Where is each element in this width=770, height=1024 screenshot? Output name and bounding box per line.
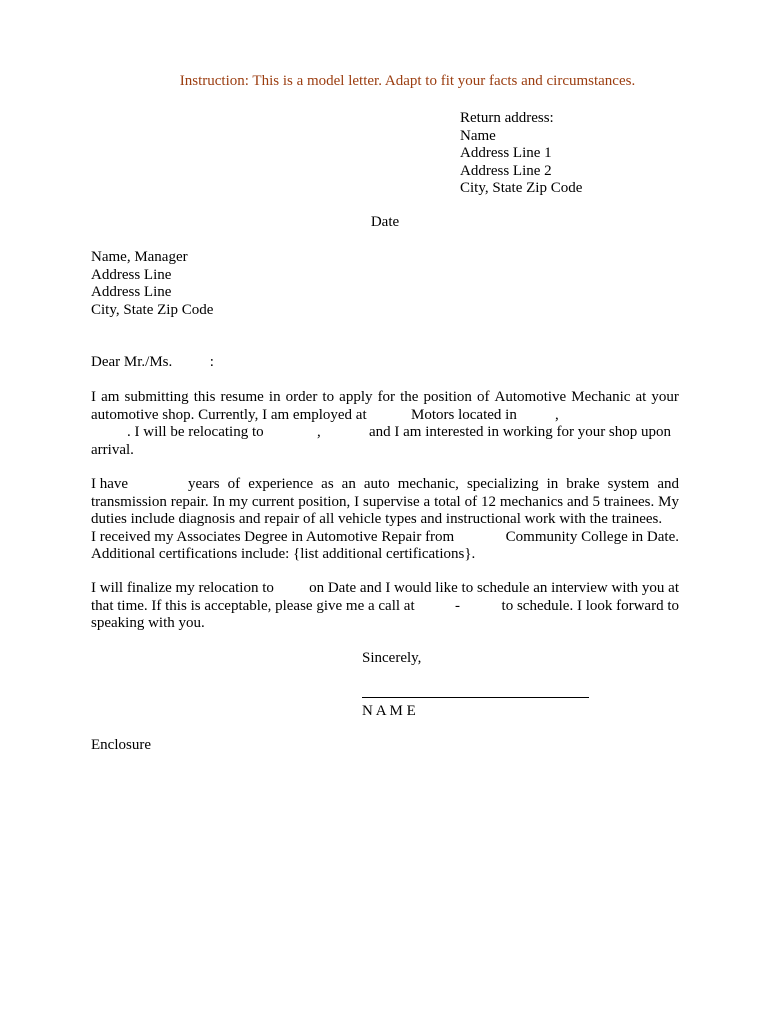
- word: of: [476, 389, 490, 405]
- recipient-address-block: [91, 249, 213, 319]
- paragraph-line: [91, 476, 679, 494]
- word: I: [354, 493, 360, 510]
- text-run: ,: [317, 424, 321, 440]
- word: current: [251, 493, 295, 510]
- word: for: [377, 389, 396, 405]
- word: Mechanic: [571, 389, 631, 405]
- recipient-line: Address Line: [91, 284, 172, 300]
- return-address-line: Address Line 1: [460, 145, 552, 161]
- paragraph-line: arrival.: [91, 441, 134, 458]
- paragraph-relocation: [91, 580, 679, 633]
- word: trainees.: [603, 493, 655, 510]
- text-run: -: [455, 597, 460, 614]
- recipient-line: Name, Manager: [91, 249, 188, 265]
- word: in: [268, 389, 281, 405]
- paragraph-line: [91, 424, 679, 442]
- text-run: on Date and I would like to schedule an interview with you at: [309, 580, 679, 596]
- word: order: [285, 389, 318, 405]
- enclosure-note: Enclosure: [91, 737, 151, 753]
- word: am: [101, 389, 120, 405]
- word: position: [423, 389, 472, 405]
- text-run: Community College in Date.: [505, 528, 679, 545]
- word: submitting: [124, 389, 189, 405]
- text-run: and I am interested in working for your shop upon: [369, 424, 672, 440]
- closing: Sincerely,: [362, 650, 422, 666]
- word: apply: [339, 389, 373, 405]
- text-run: to schedule. I look forward to: [501, 597, 679, 614]
- paragraph-line: [91, 389, 679, 407]
- text-run: that time. If this is acceptable, please give me a call at: [91, 597, 415, 614]
- return-address-line: Return address:: [460, 110, 554, 126]
- paragraph-line: [91, 580, 679, 598]
- word: the: [400, 389, 419, 405]
- word: mechanics: [499, 493, 564, 510]
- word: repair.: [170, 493, 209, 510]
- word: your: [651, 389, 679, 405]
- paragraph-line: [91, 529, 679, 547]
- word: My: [658, 493, 679, 510]
- word: position,: [298, 493, 351, 510]
- word: Automotive: [494, 389, 567, 405]
- salutation: Dear Mr./Ms. :: [91, 354, 214, 370]
- word: In: [212, 493, 225, 510]
- paragraph-application: [91, 389, 679, 459]
- word: 12: [480, 493, 496, 510]
- text-run: I received my Associates Degree in Automotive Repair from: [91, 528, 455, 545]
- paragraph-line: [91, 407, 679, 425]
- word: to: [322, 389, 335, 405]
- paragraph-experience: [91, 476, 679, 564]
- word: total: [434, 493, 461, 510]
- paragraph-line: [91, 494, 679, 512]
- return-address-line: Name: [460, 127, 496, 144]
- text-run: . I will be relocating to: [127, 424, 264, 440]
- text-run: ,: [555, 406, 559, 423]
- paragraph-line: [91, 598, 679, 616]
- text-run: years of experience as an auto mechanic, specializing in brake system and: [188, 476, 679, 492]
- word: this: [193, 389, 216, 405]
- word: a: [423, 493, 431, 510]
- paragraph-line: duties include diagnosis and repair of all vehicle types and instructional work with the trainees.: [91, 511, 663, 527]
- letter-date: Date: [370, 214, 400, 230]
- recipient-line: Address Line: [91, 266, 172, 283]
- word: of: [464, 493, 478, 510]
- paragraph-line: speaking with you.: [91, 615, 205, 631]
- return-address-line: Address Line 2: [460, 162, 552, 179]
- instruction-note: Instruction: This is a model letter. Adapt to fit your facts and circumstances.: [179, 73, 636, 89]
- text-run: I have: [91, 476, 129, 492]
- recipient-line: City, State Zip Code: [91, 301, 214, 318]
- word: and: [566, 493, 589, 510]
- word: at: [635, 389, 647, 405]
- return-address-block: [460, 110, 582, 198]
- text-run: Motors located in: [411, 406, 517, 423]
- signature-name: N A M E: [362, 703, 416, 719]
- word: supervise: [363, 493, 420, 510]
- word: resume: [220, 389, 264, 405]
- signature-line: [362, 697, 589, 698]
- text-run: I will finalize my relocation to: [91, 580, 274, 596]
- paragraph-line: Additional certifications include: {list additional certifications}.: [91, 546, 476, 562]
- text-run: automotive shop. Currently, I am employed at: [91, 406, 367, 423]
- word: transmission: [91, 493, 167, 510]
- word: I: [91, 389, 96, 405]
- return-address-line: City, State Zip Code: [460, 180, 583, 196]
- word: my: [228, 493, 248, 510]
- word: 5: [592, 493, 601, 510]
